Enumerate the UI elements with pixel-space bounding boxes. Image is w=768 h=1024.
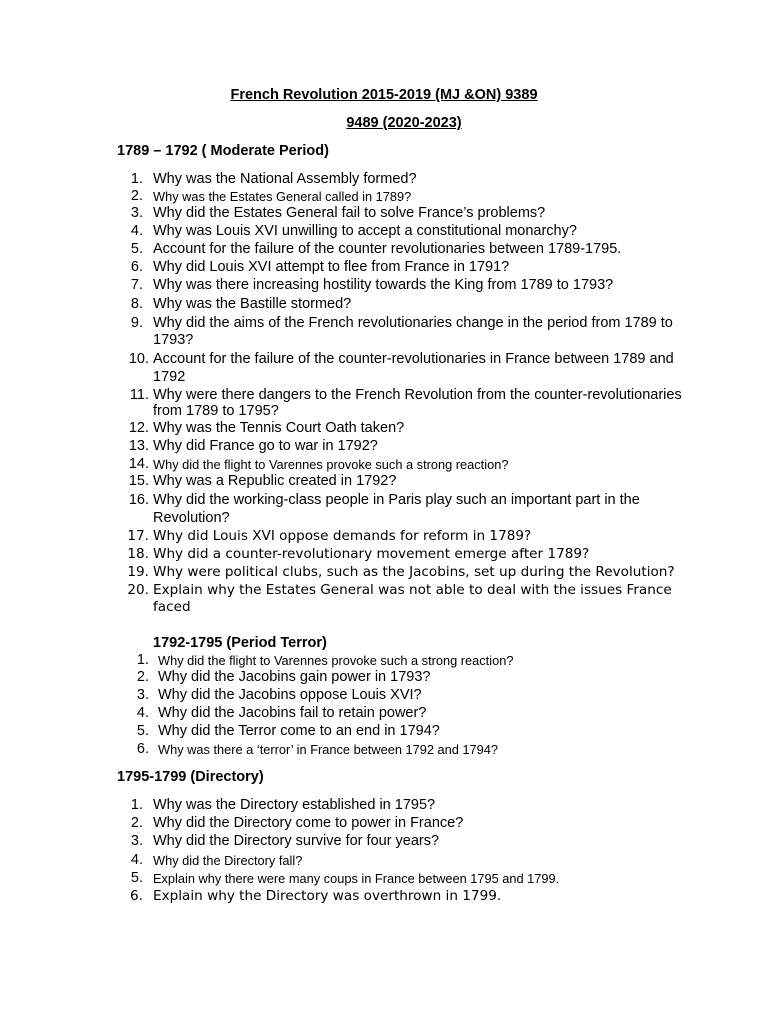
item-number: 9. <box>130 315 143 331</box>
question-text: Why did the working-class people in Paris play such an important part in the <box>153 492 640 508</box>
item-number: 1. <box>136 652 149 668</box>
question-text: Why was the National Assembly formed? <box>153 171 417 187</box>
item-number: 19. <box>127 564 149 580</box>
item-number: 2. <box>130 815 143 831</box>
question-text: Why was Louis XVI unwilling to accept a constitutional monarchy? <box>153 223 577 239</box>
question-text: faced <box>153 599 191 615</box>
question-text: Why did the Jacobins oppose Louis XVI? <box>158 687 422 703</box>
question-text: Why was a Republic created in 1792? <box>153 473 397 489</box>
item-number: 6. <box>130 888 143 904</box>
document-subtitle: 9489 (2020-2023) <box>346 115 462 131</box>
question-text: Why were there dangers to the French Revolution from the counter-revolutionaries <box>153 387 682 403</box>
section-heading-terror: 1792-1795 (Period Terror) <box>153 635 327 651</box>
item-number: 1. <box>130 171 143 187</box>
question-text: Why did Louis XVI oppose demands for reform in 1789? <box>153 528 532 544</box>
item-number: 15. <box>128 473 149 489</box>
question-text: Explain why the Directory was overthrown in 1799. <box>153 888 502 904</box>
question-text: Why did the Jacobins fail to retain power? <box>158 705 427 721</box>
question-text: Why did the Terror come to an end in 1794? <box>158 723 440 739</box>
item-number: 4. <box>136 705 149 721</box>
question-text: Revolution? <box>153 510 230 526</box>
question-text: Why was the Estates General called in 1789? <box>153 189 412 204</box>
document-title <box>0 87 768 103</box>
question-text: Why did the Directory come to power in France? <box>153 815 464 831</box>
item-number: 4. <box>130 223 143 239</box>
question-text: Why did the Jacobins gain power in 1793? <box>158 669 431 685</box>
item-number: 2. <box>136 669 149 685</box>
item-number: 17. <box>127 528 149 544</box>
item-number: 10. <box>128 351 149 367</box>
question-text: Why did the Directory survive for four years? <box>153 833 440 849</box>
item-number: 8. <box>130 296 143 312</box>
question-text: Why was the Tennis Court Oath taken? <box>153 420 405 436</box>
question-text: Why did Louis XVI attempt to flee from France in 1791? <box>153 259 510 275</box>
item-number: 3. <box>130 205 143 221</box>
item-number: 3. <box>136 687 149 703</box>
question-text: Why was there increasing hostility towards the King from 1789 to 1793? <box>153 277 614 293</box>
question-text: 1792 <box>153 369 186 385</box>
item-number: 5. <box>130 870 143 886</box>
item-number: 3. <box>130 833 143 849</box>
item-number: 16. <box>128 492 149 508</box>
item-number: 11. <box>129 387 149 403</box>
title-underlined: French Revolution 2015-2019 (MJ <box>230 87 461 103</box>
item-number: 12. <box>128 420 149 436</box>
question-text: Why did the flight to Varennes provoke such a strong reaction? <box>153 457 509 472</box>
question-text: 1793? <box>153 332 194 348</box>
question-text: Why did France go to war in 1792? <box>153 438 378 454</box>
question-text: Why did the Estates General fail to solve France’s problems? <box>153 205 546 221</box>
question-text: Why were political clubs, such as the Jacobins, set up during the Revolution? <box>153 564 675 580</box>
item-number: 1. <box>130 797 143 813</box>
item-number: 2. <box>130 188 143 204</box>
item-number: 18. <box>127 546 149 562</box>
question-text: Why was the Bastille stormed? <box>153 296 352 312</box>
question-text: Why did the aims of the French revolutionaries change in the period from 1789 to <box>153 315 673 331</box>
item-number: 6. <box>136 741 149 757</box>
question-text: Why did the Directory fall? <box>153 853 303 868</box>
item-number: 7. <box>130 277 143 293</box>
section-heading-moderate: 1789 – 1792 ( Moderate Period) <box>117 143 329 159</box>
question-text: Why did a counter-revolutionary movement emerge after 1789? <box>153 546 590 562</box>
question-text: Account for the failure of the counter-revolutionaries in France between 1789 and <box>153 351 674 367</box>
question-text: Explain why the Estates General was not able to deal with the issues France <box>153 582 672 598</box>
item-number: 14. <box>128 456 149 472</box>
item-number: 13. <box>128 438 149 454</box>
question-text: from 1789 to 1795? <box>153 403 279 419</box>
question-text: Account for the failure of the counter revolutionaries between 1789-1795. <box>153 241 622 257</box>
item-number: 4. <box>130 852 143 868</box>
item-number: 6. <box>130 259 143 275</box>
question-text: Why was the Directory established in 1795? <box>153 797 436 813</box>
item-number: 5. <box>130 241 143 257</box>
question-text: Explain why there were many coups in France between 1795 and 1799. <box>153 871 560 886</box>
question-text: Why was there a ‘terror’ in France between 1792 and 1794? <box>158 742 499 757</box>
item-number: 20. <box>127 582 149 598</box>
item-number: 5. <box>136 723 149 739</box>
question-text: Why did the flight to Varennes provoke such a strong reaction? <box>158 653 514 668</box>
section-heading-directory: 1795-1799 (Directory) <box>117 769 264 785</box>
title-rest: &ON) 9389 <box>460 87 538 103</box>
